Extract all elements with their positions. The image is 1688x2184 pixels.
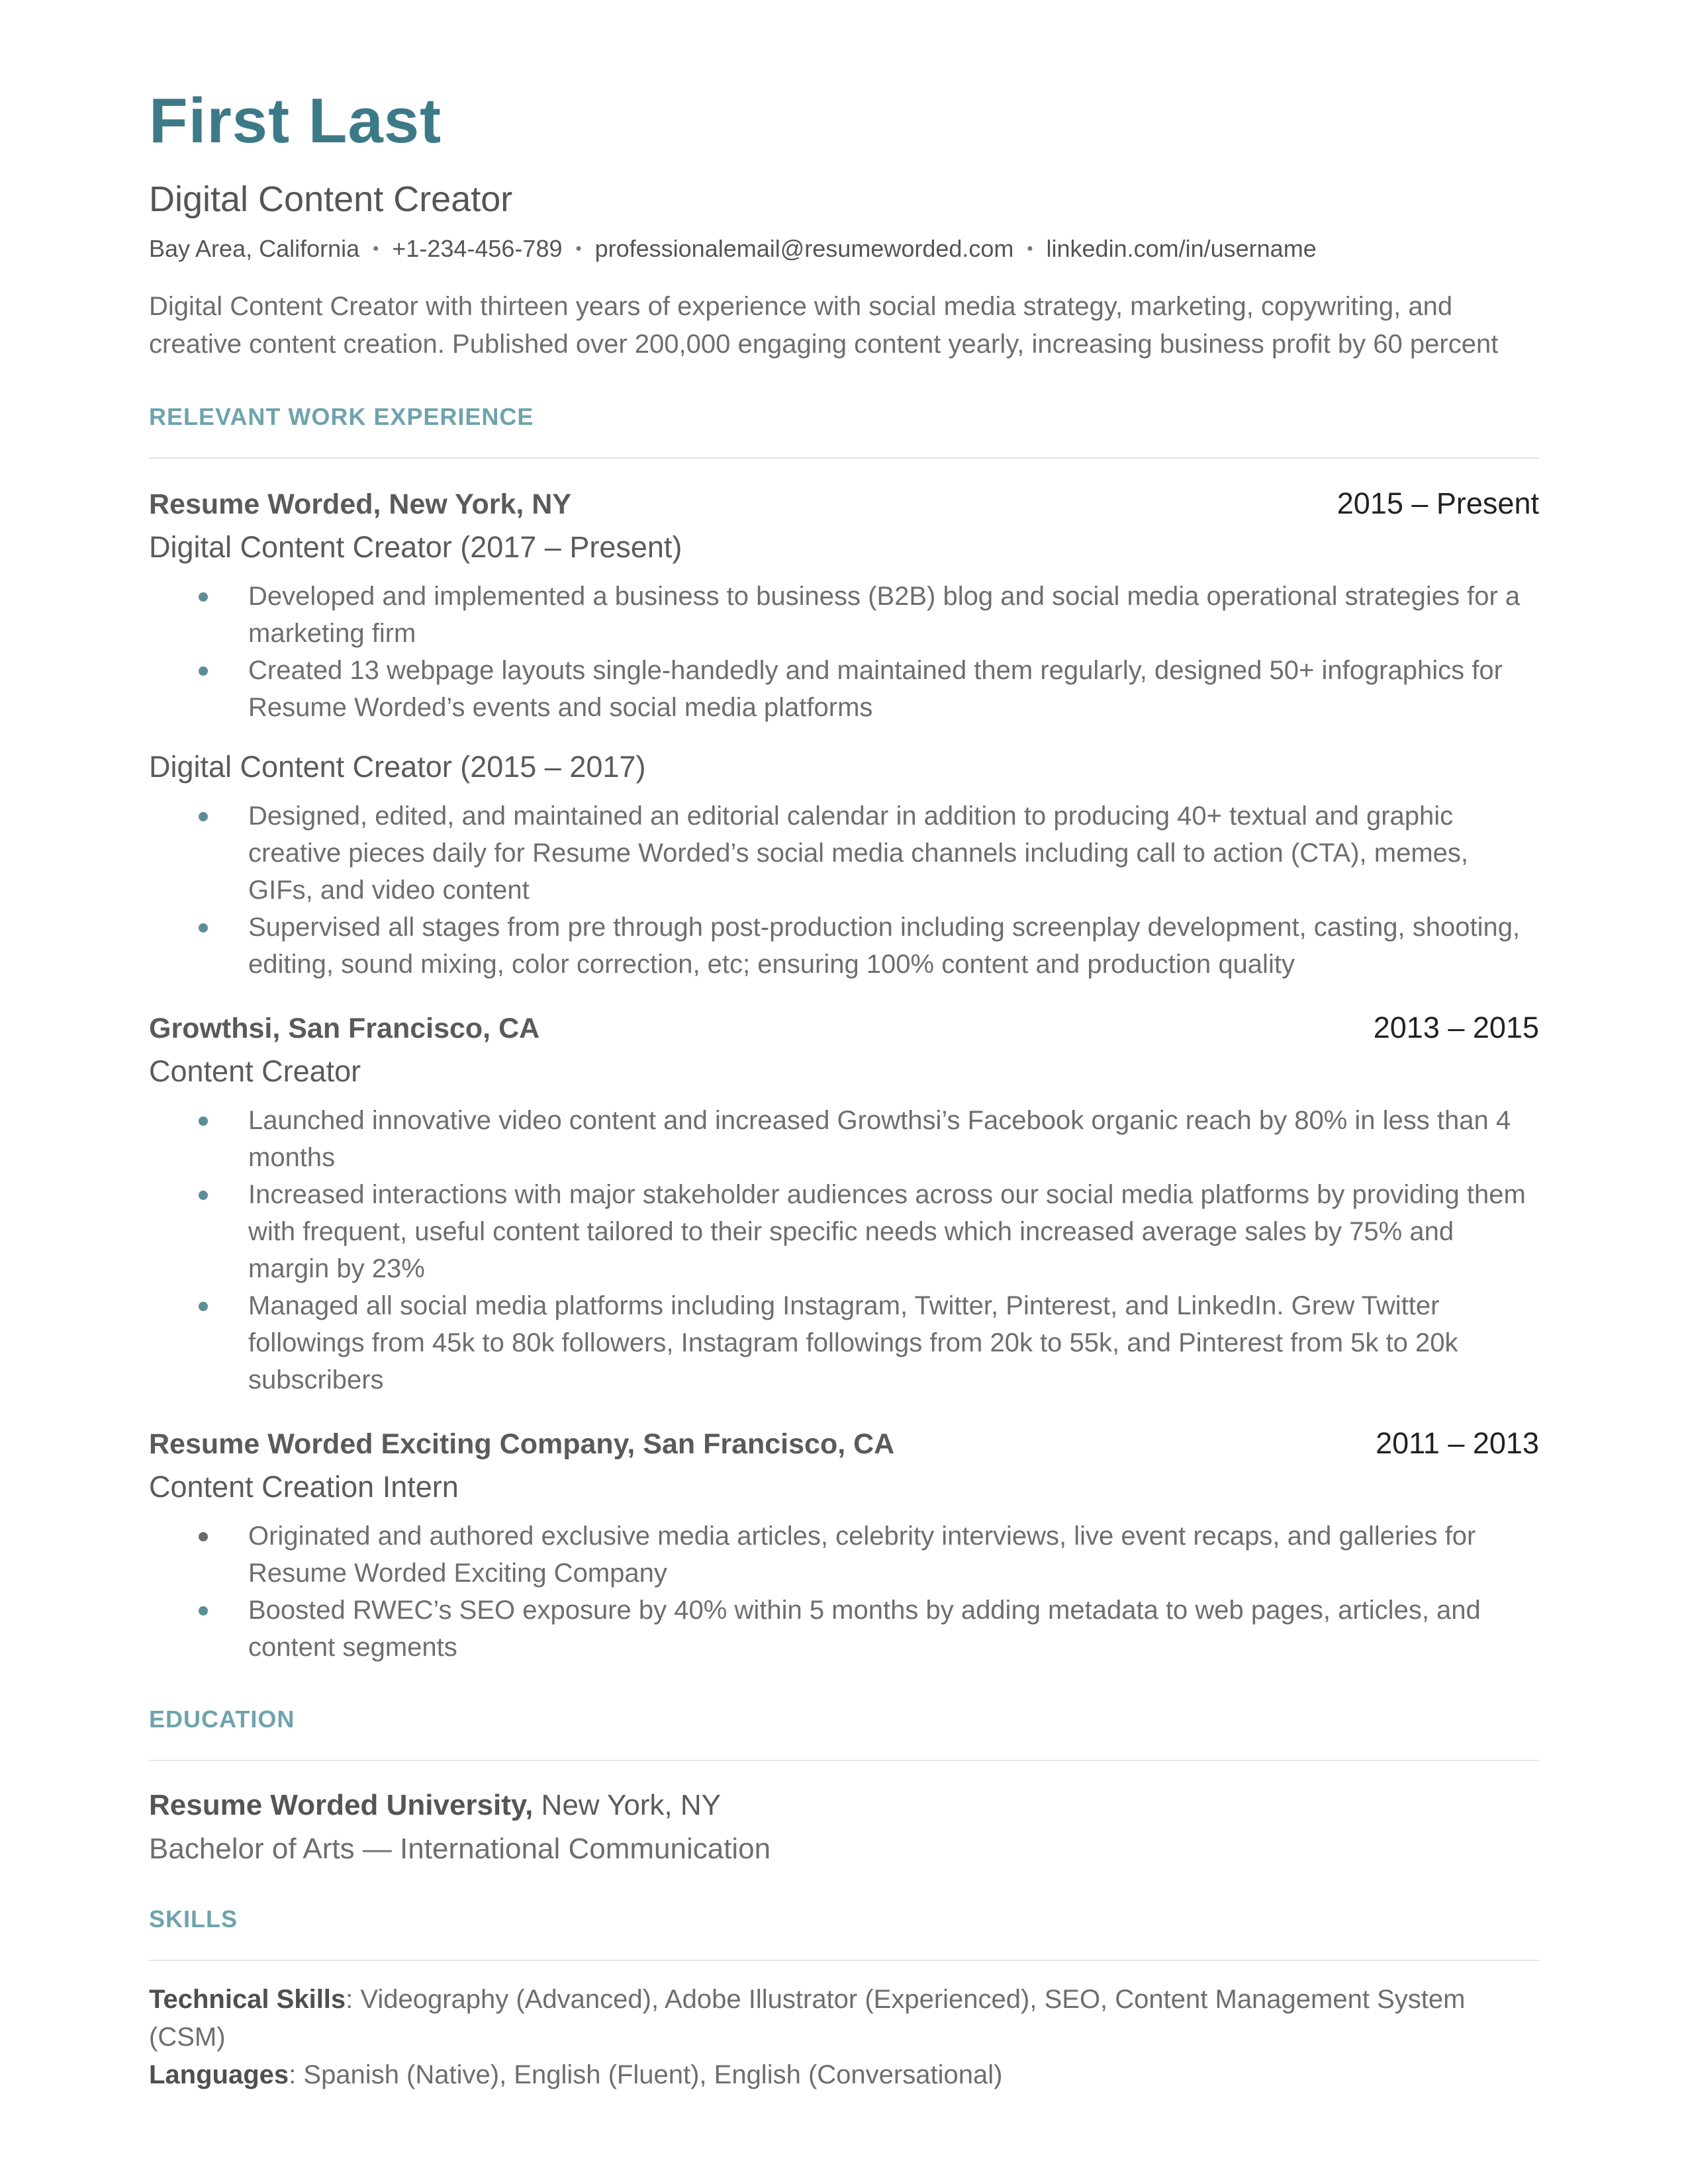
job-entry (149, 486, 1539, 983)
candidate-name: First Last (149, 85, 442, 156)
job-role: Digital Content Creator (2015 – 2017) (149, 749, 646, 784)
bullet-item: Increased interactions with major stakeholder audiences across our social media platforms by providing them with frequent, useful content tailored to their specific needs which increased average sales by 75% and margin by 23% (248, 1176, 1539, 1287)
skills-section-title: SKILLS (149, 1905, 238, 1933)
contact-location: Bay Area, California (149, 234, 360, 262)
education-school: Resume Worded University, (149, 1788, 534, 1821)
job-entry (149, 1426, 1539, 1666)
contact-linkedin[interactable]: linkedin.com/in/username (1046, 234, 1317, 262)
bullet-item: Designed, edited, and maintained an editorial calendar in addition to producing 40+ textual and graphic creative pieces daily for Resume Worded’s social media channels including call to action (CTA), memes, GIFs, and video content (248, 797, 1539, 909)
contact-separator: • (1027, 238, 1033, 259)
bullet-item: Developed and implemented a business to business (B2B) blog and social media operational strategies for a marketing firm (248, 578, 1539, 652)
job-company: Resume Worded, New York, NY (149, 488, 572, 520)
contact-separator: • (575, 238, 582, 259)
headline: Digital Content Creator (149, 179, 513, 219)
section-divider (149, 1960, 1539, 1961)
bullet-item: Managed all social media platforms including Instagram, Twitter, Pinterest, and LinkedIn. Grew Twitter followings from 45k to 80k followers, Instagram followings from 20k to 55k, and Pinterest from 5k to 20k subscribers (248, 1287, 1539, 1398)
bullet-item: Created 13 webpage layouts single-handedly and maintained them regularly, designed 50+ infographics for Resume Worded’s events and social media platforms (248, 652, 1539, 726)
technical-skills-value: : Videography (Advanced), Adobe Illustrator (Experienced), SEO, Content Management System (CSM) (149, 1984, 1466, 2052)
section-divider (149, 1760, 1539, 1761)
job-dates: 2013 – 2015 (1373, 1010, 1539, 1044)
bullet-item: Launched innovative video content and increased Growthsi’s Facebook organic reach by 80% in less than 4 months (248, 1102, 1539, 1176)
job-header (149, 486, 1539, 521)
job-dates: 2015 – Present (1336, 486, 1539, 520)
job-role: Content Creation Intern (149, 1469, 459, 1504)
skills-block (149, 1981, 1539, 2094)
technical-skills (149, 1981, 1539, 2056)
bullet-item: Originated and authored exclusive media articles, celebrity interviews, live event recaps, and galleries for Resume Worded Exciting Company (248, 1518, 1539, 1592)
education-school-line (149, 1789, 1539, 1822)
education-section-title: EDUCATION (149, 1705, 295, 1733)
job-entry (149, 1011, 1539, 1398)
languages-value: : Spanish (Native), English (Fluent), English (Conversational) (289, 2060, 1003, 2089)
job-dates: 2011 – 2013 (1376, 1426, 1539, 1460)
bullet-list (149, 1102, 1539, 1398)
technical-skills-label: Technical Skills (149, 1984, 346, 2014)
job-role: Digital Content Creator (2017 – Present) (149, 529, 682, 564)
bullet-list (149, 797, 1539, 983)
languages (149, 2056, 1539, 2094)
section-divider (149, 457, 1539, 459)
bullet-list (149, 1518, 1539, 1666)
summary: Digital Content Creator with thirteen years of experience with social media strategy, marketing, copywriting, and creative content creation. Published over 200,000 engaging content yearly, increasing business profit by 60 percent (149, 291, 1499, 359)
contact-phone: +1-234-456-789 (392, 234, 563, 262)
job-company: Growthsi, San Francisco, CA (149, 1012, 540, 1044)
bullet-list (149, 578, 1539, 726)
contact-separator: • (373, 238, 379, 259)
job-header (149, 1426, 1539, 1461)
job-header (149, 1011, 1539, 1045)
job-role: Content Creator (149, 1054, 361, 1088)
education-location: New York, NY (533, 1788, 722, 1821)
contact-email[interactable]: professionalemail@resumeworded.com (594, 234, 1014, 262)
bullet-item: Supervised all stages from pre through post-production including screenplay development, casting, shooting, editing, sound mixing, color correction, etc; ensuring 100% content and production quality (248, 909, 1539, 983)
education-degree: Bachelor of Arts — International Communication (149, 1832, 771, 1865)
languages-label: Languages (149, 2060, 289, 2089)
experience-section-title: RELEVANT WORK EXPERIENCE (149, 402, 534, 430)
job-company: Resume Worded Exciting Company, San Francisco, CA (149, 1428, 895, 1460)
contact-line (149, 235, 1539, 263)
bullet-item: Boosted RWEC’s SEO exposure by 40% within 5 months by adding metadata to web pages, articles, and content segments (248, 1592, 1539, 1666)
